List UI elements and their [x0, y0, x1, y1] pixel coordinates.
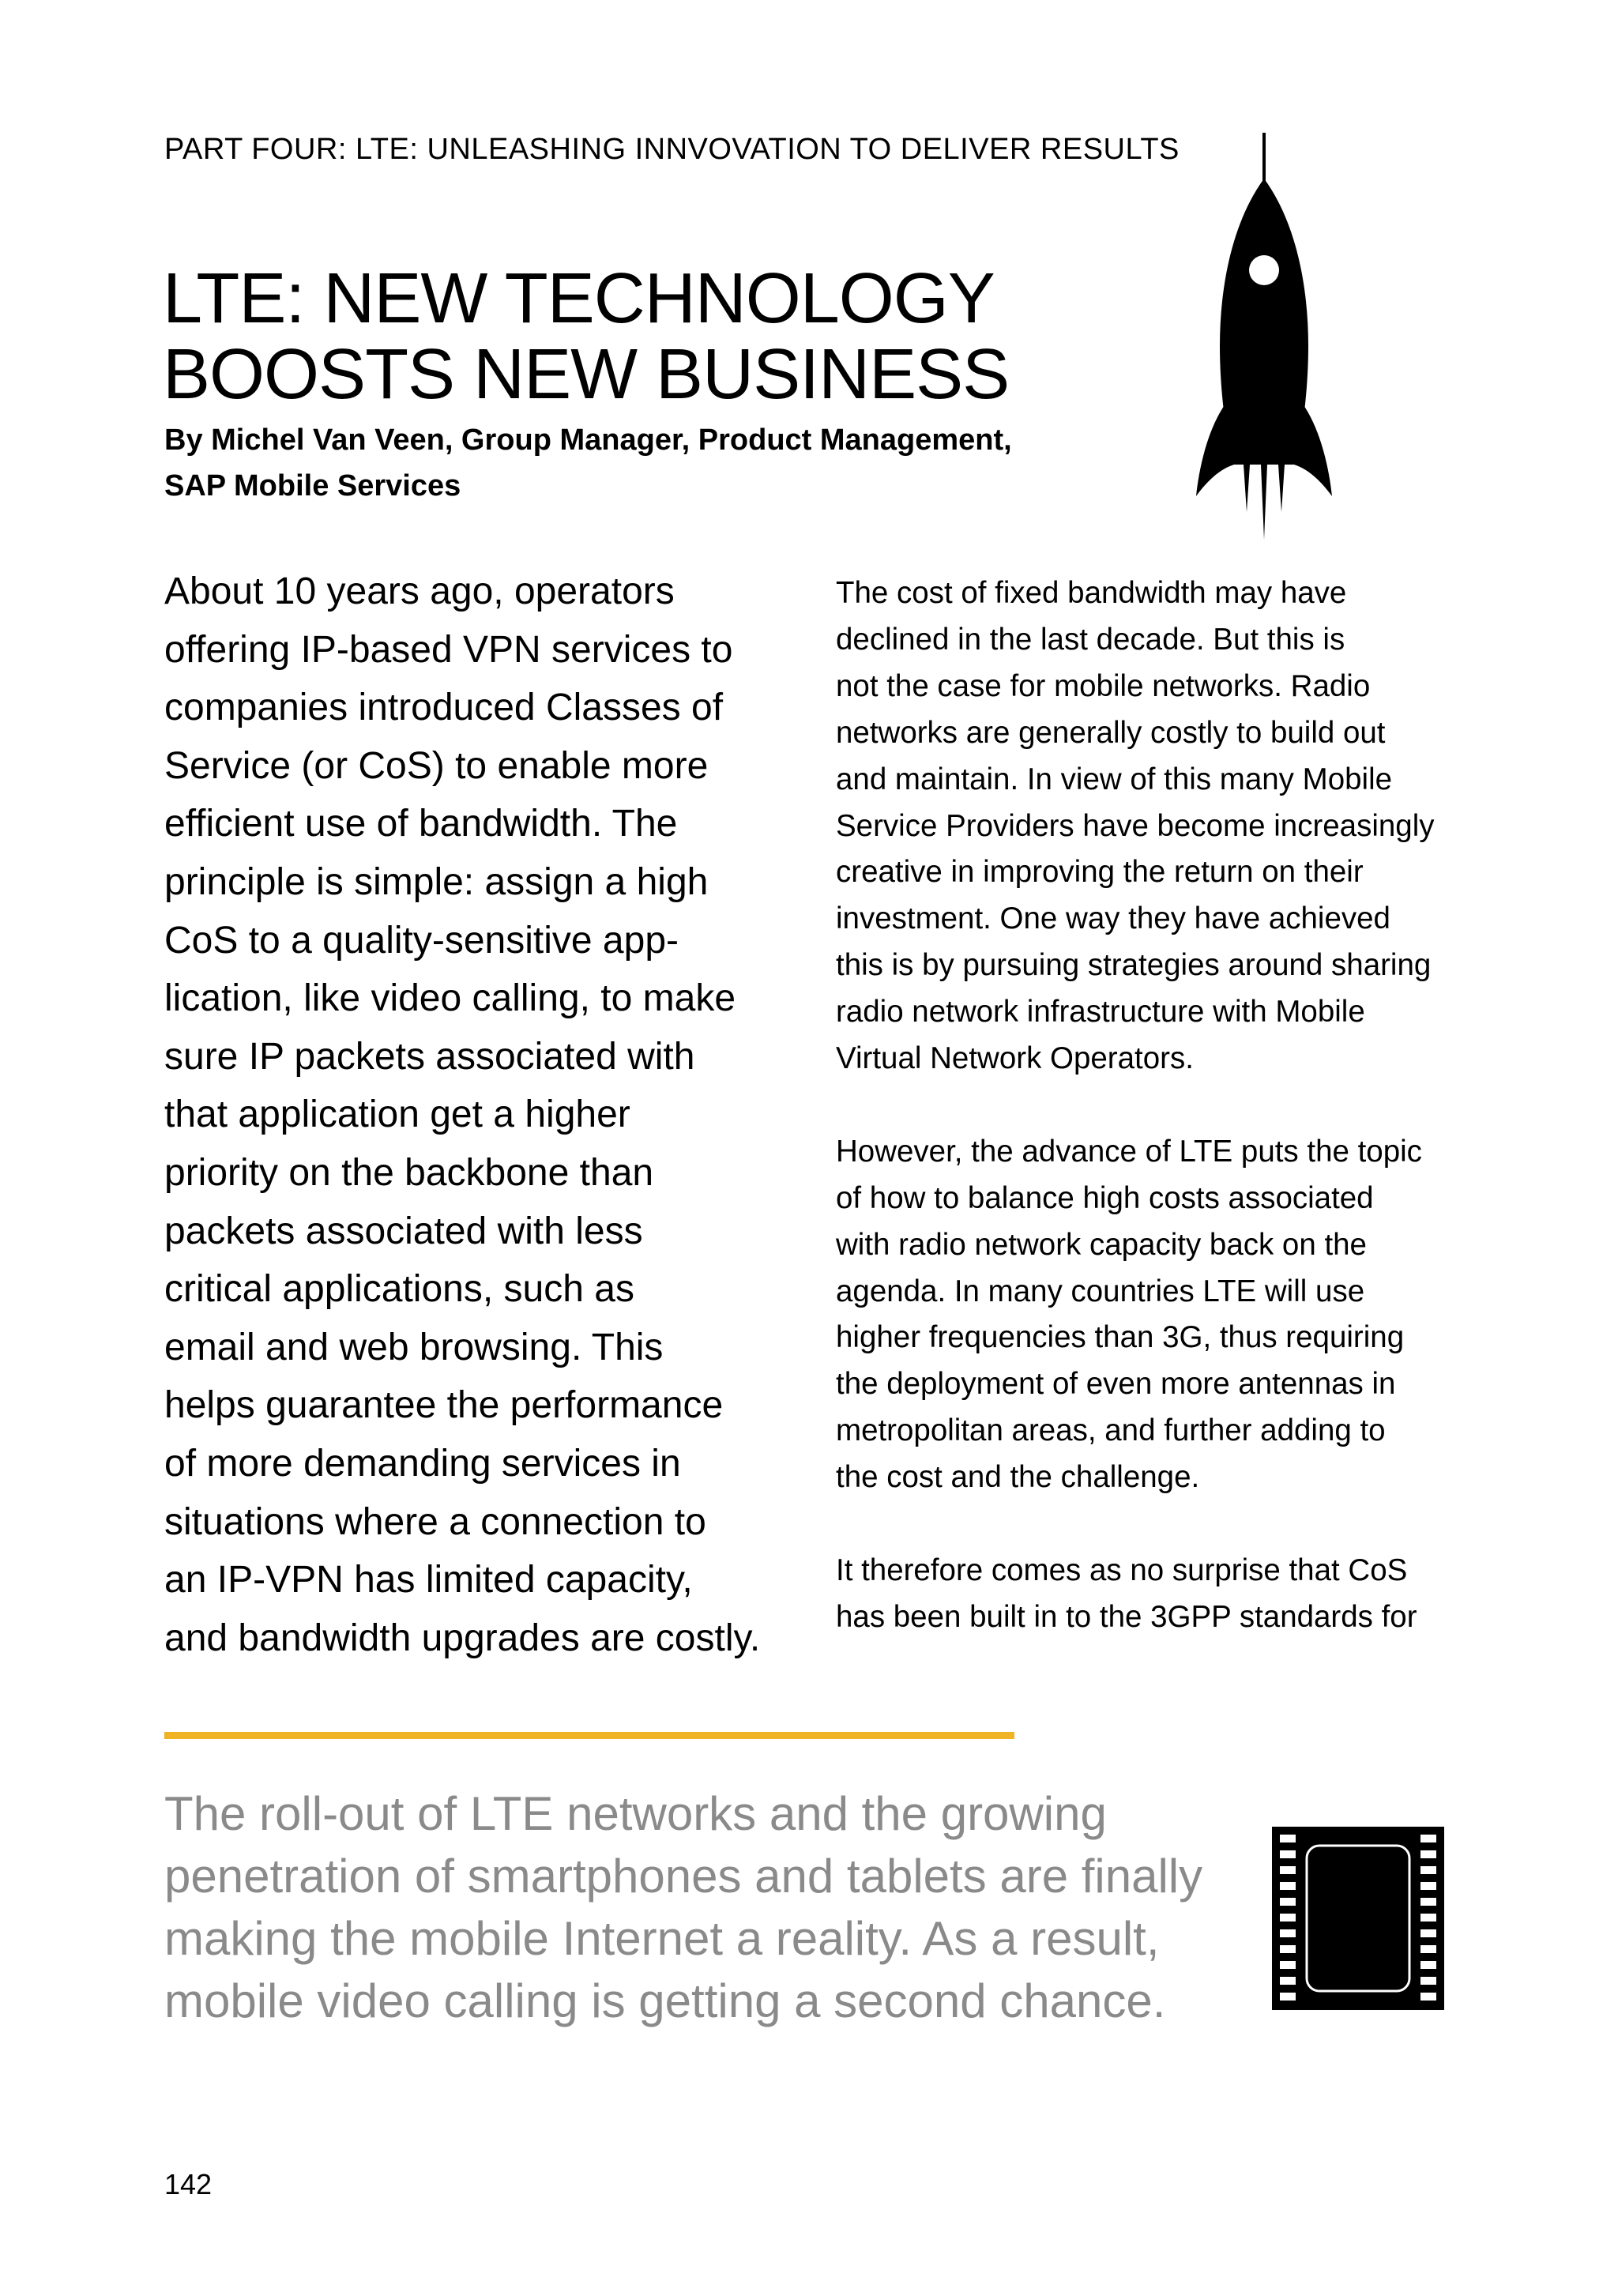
- text-line: situations where a connection to: [164, 1500, 706, 1543]
- paragraph-gap: [836, 1501, 1468, 1548]
- text-line: declined in the last decade. But this is: [836, 622, 1345, 657]
- text-line: and bandwidth upgrades are costly.: [164, 1617, 761, 1659]
- lead-paragraph: [164, 563, 812, 1667]
- byline-line: SAP Mobile Services: [164, 469, 461, 502]
- byline: [164, 417, 1012, 509]
- byline-line: By Michel Van Veen, Group Manager, Product Management,: [164, 423, 1012, 457]
- text-line: an IP-VPN has limited capacity,: [164, 1559, 693, 1602]
- text-line: not the case for mobile networks. Radio: [836, 668, 1371, 703]
- pull-quote: [164, 1782, 1202, 2032]
- pull-quote-line: making the mobile Internet a reality. As a result,: [164, 1912, 1160, 1965]
- text-line: radio network infrastructure with Mobile: [836, 995, 1365, 1029]
- text-line: Virtual Network Operators.: [836, 1041, 1194, 1076]
- article-title-line: LTE: NEW TECHNOLOGY: [163, 259, 995, 338]
- text-line: the cost and the challenge.: [836, 1460, 1200, 1495]
- paragraph-gap: [836, 1082, 1468, 1129]
- text-line: of how to balance high costs associated: [836, 1180, 1374, 1215]
- text-line: and maintain. In view of this many Mobile: [836, 762, 1393, 796]
- text-line: investment. One way they have achieved: [836, 901, 1390, 936]
- text-line: offering IP-based VPN services to: [164, 628, 733, 671]
- text-line: of more demanding services in: [164, 1442, 681, 1485]
- text-line: has been built in to the 3GPP standards for: [836, 1599, 1417, 1634]
- body-paragraph: [836, 570, 1468, 1082]
- text-line: The cost of fixed bandwidth may have: [836, 576, 1347, 610]
- body-column: [836, 570, 1468, 1641]
- text-line: this is by pursuing strategies around sharing: [836, 948, 1432, 983]
- text-line: About 10 years ago, operators: [164, 570, 675, 612]
- text-line: efficient use of bandwidth. The: [164, 803, 678, 845]
- rocket-icon: [1193, 133, 1335, 544]
- text-line: creative in improving the return on their: [836, 855, 1364, 890]
- article-title-line: BOOSTS NEW BUSINESS: [163, 335, 1010, 414]
- text-line: priority on the backbone than: [164, 1151, 654, 1194]
- text-line: the deployment of even more antennas in: [836, 1367, 1396, 1402]
- text-line: sure IP packets associated with: [164, 1035, 695, 1078]
- text-line: with radio network capacity back on the: [836, 1227, 1367, 1262]
- pull-quote-line: penetration of smartphones and tablets are finally: [164, 1850, 1203, 1903]
- text-line: CoS to a quality-sensitive app-: [164, 919, 679, 962]
- text-line: critical applications, such as: [164, 1268, 634, 1311]
- body-paragraph: [836, 1129, 1468, 1501]
- text-line: companies introduced Classes of: [164, 687, 724, 729]
- text-line: that application get a higher: [164, 1093, 630, 1136]
- article-title: [163, 261, 1009, 412]
- accent-divider: [164, 1732, 1014, 1739]
- text-line: Service Providers have become increasingly: [836, 808, 1435, 843]
- text-line: metropolitan areas, and further adding to: [836, 1413, 1386, 1448]
- text-line: agenda. In many countries LTE will use: [836, 1274, 1365, 1308]
- pull-quote-line: The roll-out of LTE networks and the growing: [164, 1787, 1107, 1840]
- text-line: helps guarantee the performance: [164, 1384, 724, 1427]
- section-label: PART FOUR: LTE: UNLEASHING INNVOVATION TO DELIVER RESULTS: [164, 133, 1180, 166]
- text-line: higher frequencies than 3G, thus requiring: [836, 1320, 1405, 1355]
- text-line: principle is simple: assign a high: [164, 860, 709, 903]
- text-line: Service (or CoS) to enable more: [164, 744, 709, 787]
- text-line: lication, like video calling, to make: [164, 977, 736, 1020]
- body-paragraph: [836, 1548, 1468, 1641]
- text-line: networks are generally costly to build out: [836, 715, 1386, 750]
- text-line: It therefore comes as no surprise that CoS: [836, 1553, 1408, 1587]
- text-line: packets associated with less: [164, 1210, 643, 1252]
- text-line: However, the advance of LTE puts the topic: [836, 1134, 1422, 1169]
- text-line: email and web browsing. This: [164, 1326, 664, 1368]
- page-number: 142: [164, 2168, 213, 2200]
- pull-quote-line: mobile video calling is getting a second chance.: [164, 1974, 1166, 2027]
- film-strip-icon: [1272, 1827, 1444, 2010]
